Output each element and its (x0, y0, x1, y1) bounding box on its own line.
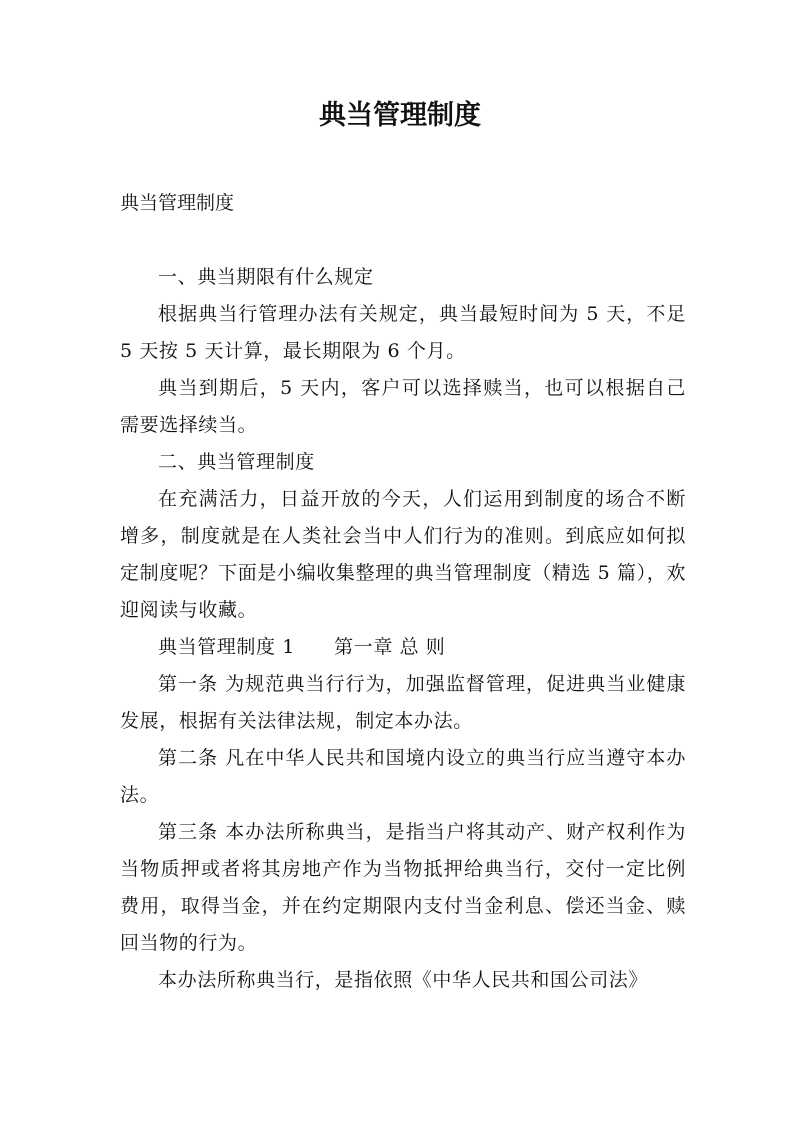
section-heading-2: 二、典当管理制度 (158, 451, 315, 473)
document-title: 典当管理制度 (319, 100, 481, 131)
paragraph: 典当到期后，5 天内，客户可以选择赎当，也可以根据自己需要选择续当。 (120, 377, 686, 436)
article-3: 第三条 本办法所称典当，是指当户将其动产、财产权利作为当物质押或者将其房地产作为当物抵押给典当行，交付一定比例费用，取得当金，并在约定期限内支付当金利息、偿还当金、赎回当物的行为。 (120, 821, 686, 954)
article-2: 第二条 凡在中华人民共和国境内设立的典当行应当遵守本办法。 (120, 747, 686, 806)
paragraph: 本办法所称典当行，是指依照《中华人民共和国公司法》 (158, 969, 649, 991)
document-body (120, 259, 686, 999)
paragraph: 根据典当行管理办法有关规定，典当最短时间为 5 天，不足 5 天按 5 天计算，最长期限为 6 个月。 (120, 303, 686, 362)
document-subtitle: 典当管理制度 (120, 192, 235, 214)
section-heading-1: 一、典当期限有什么规定 (158, 266, 374, 288)
paragraph: 在充满活力，日益开放的今天，人们运用到制度的场合不断增多，制度就是在人类社会当中人们行为的准则。到底应如何拟定制度呢？下面是小编收集整理的典当管理制度（精选 5 篇），欢迎阅读与收藏。 (120, 488, 686, 621)
article-1: 第一条 为规范典当行行为，加强监督管理，促进典当业健康发展，根据有关法律法规，制定本办法。 (120, 673, 686, 732)
chapter-heading: 典当管理制度 1 第一章 总 则 (158, 636, 446, 658)
